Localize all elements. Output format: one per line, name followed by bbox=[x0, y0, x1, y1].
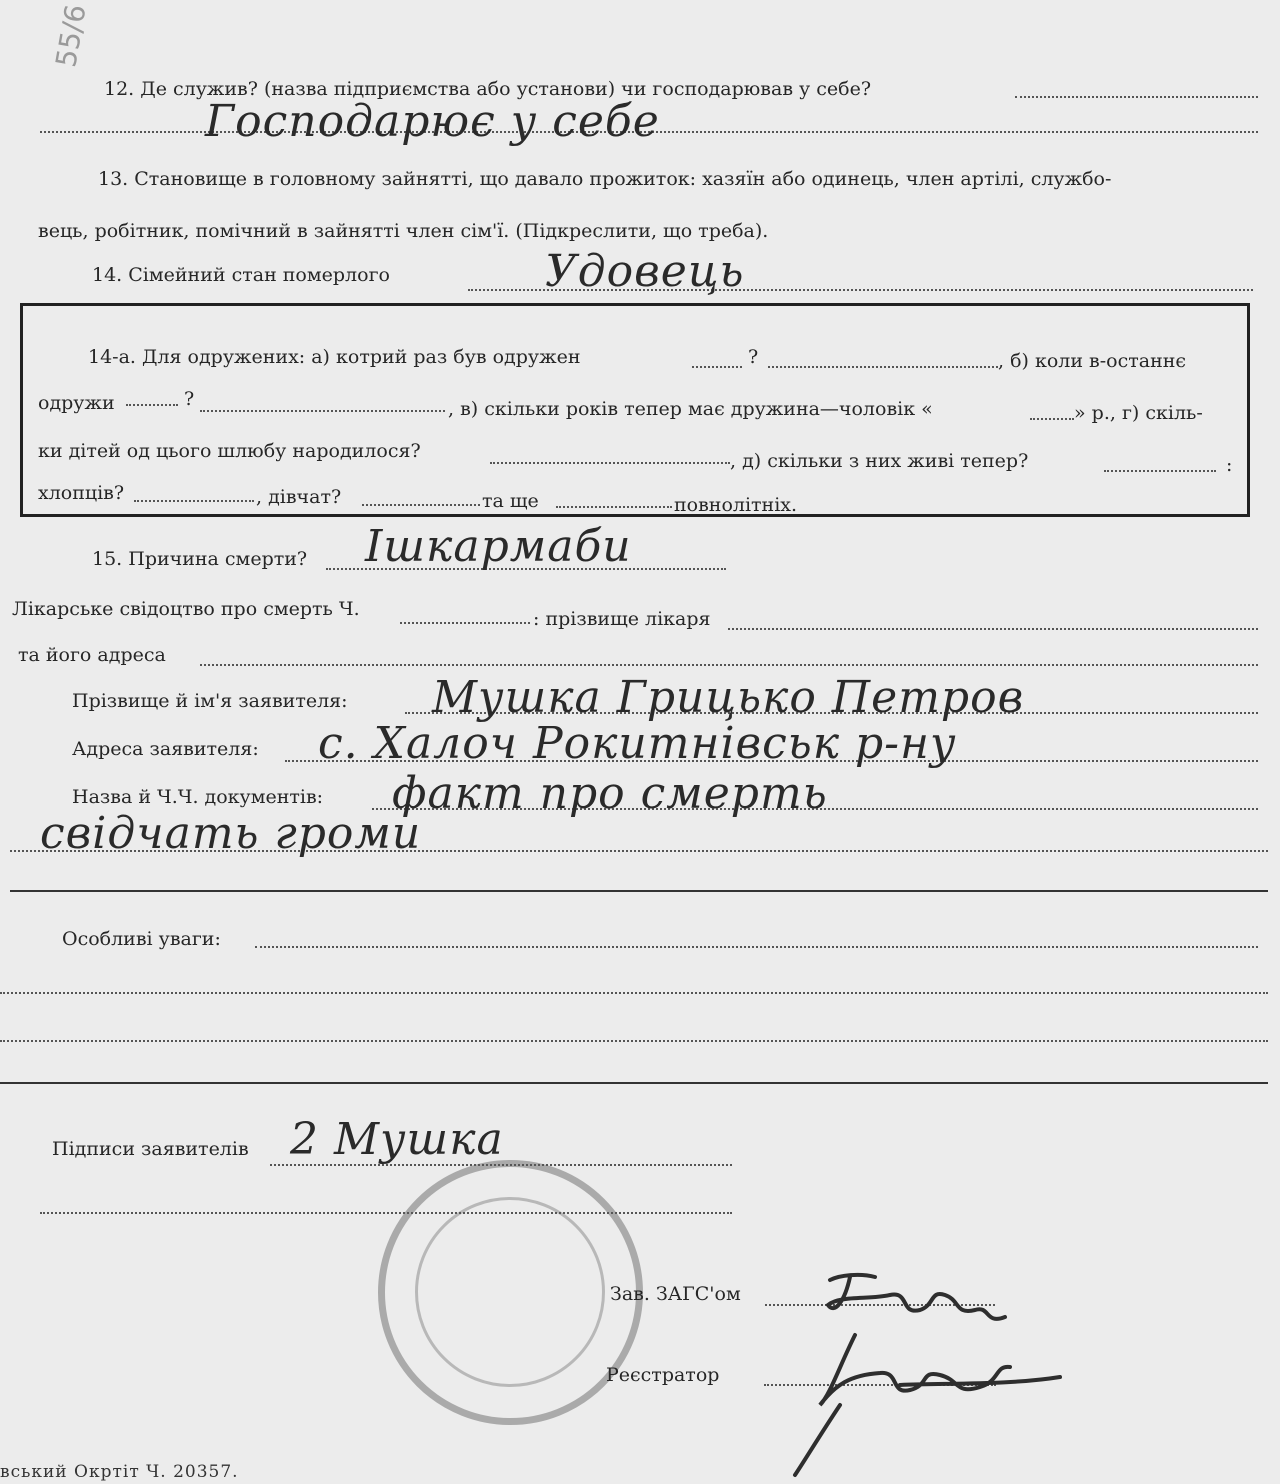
q14a-line4-b: , дівчат? bbox=[256, 486, 342, 508]
remarks-label: Особливі уваги: bbox=[62, 928, 221, 950]
q14a-line2-a: одружи bbox=[38, 392, 115, 414]
q14a-line2-c: , в) скільки років тепер має дружина—чоловік « bbox=[448, 398, 933, 420]
applicant-signature: 2 Мушка bbox=[290, 1114, 504, 1165]
separator-line bbox=[10, 890, 1268, 892]
q14a-fill bbox=[1030, 418, 1074, 420]
q12-answer: Господарює у себе bbox=[205, 96, 660, 147]
q14a-line1-a: 14-а. Для одружених: а) котрий раз був одружен bbox=[88, 346, 581, 368]
doctor-name-label: : прізвище лікаря bbox=[533, 608, 711, 630]
q14a-line4-d: повнолітніх. bbox=[674, 494, 798, 516]
q14a-fill bbox=[362, 504, 480, 506]
q14-answer: Удовець bbox=[545, 246, 745, 297]
official-seal bbox=[378, 1160, 643, 1425]
zags-head-label: Зав. ЗАГС'ом bbox=[610, 1283, 741, 1305]
q14a-fill bbox=[692, 366, 742, 368]
printer-footer: вський Окртіт Ч. 20357. bbox=[0, 1462, 239, 1482]
q14a-fill bbox=[200, 410, 445, 412]
q14-label: 14. Сімейний стан померлого bbox=[92, 264, 390, 286]
doctor-address-fill bbox=[200, 664, 1258, 666]
q14a-line1-c: , б) коли в-останнє bbox=[998, 350, 1187, 372]
doctor-address-label: та його адреса bbox=[18, 644, 166, 666]
doctor-name-fill bbox=[728, 628, 1258, 630]
q15-answer: Ішкармаби bbox=[365, 521, 632, 572]
registrar-label: Реєстратор bbox=[606, 1364, 720, 1386]
q14a-line1-b: ? bbox=[748, 346, 759, 368]
medical-certificate-label: Лікарське свідоцтво про смерть Ч. bbox=[12, 598, 360, 620]
q14a-fill bbox=[490, 462, 730, 464]
q14a-line3-b: , д) скільки з них живі тепер? bbox=[730, 450, 1029, 472]
q14a-fill bbox=[1104, 470, 1216, 472]
handwritten-signatures bbox=[780, 1255, 1080, 1480]
q12-label: 12. Де служив? (назва підприємства або установи) чи господарював у себе? bbox=[104, 78, 872, 100]
applicant-address-label: Адреса заявителя: bbox=[72, 738, 259, 760]
documents-value-line1: факт про смерть bbox=[392, 768, 828, 819]
remarks-fill-2 bbox=[0, 992, 1268, 994]
q13-line1: 13. Становище в головному зайнятті, що давало прожиток: хазяїн або одинець, член артілі, службо- bbox=[98, 168, 1112, 190]
q14a-line4-a: хлопців? bbox=[38, 482, 125, 504]
q14a-line3-a: ки дітей од цього шлюбу народилося? bbox=[38, 440, 421, 462]
q14a-fill bbox=[126, 404, 178, 406]
q14a-fill bbox=[768, 366, 998, 368]
documents-label: Назва й Ч.Ч. документів: bbox=[72, 786, 324, 808]
medical-certificate-fill bbox=[400, 622, 530, 624]
q14a-line2-d: » р., г) скіль- bbox=[1074, 402, 1203, 424]
q14a-fill bbox=[556, 506, 672, 508]
remarks-fill-1 bbox=[255, 946, 1258, 948]
q14a-line4-c: та ще bbox=[482, 490, 539, 512]
q14a-line2-b: ? bbox=[184, 388, 195, 410]
applicant-name-value: Мушка Грицько Петров bbox=[432, 672, 1025, 723]
applicant-signature-fill-2 bbox=[40, 1212, 732, 1214]
pencil-annotation: 55/6 bbox=[49, 2, 93, 70]
q12-fill-line bbox=[1015, 96, 1258, 98]
applicant-address-value: с. Халоч Рокитнівськ р-ну bbox=[318, 718, 957, 769]
remarks-fill-3 bbox=[0, 1040, 1268, 1042]
separator-line-2 bbox=[0, 1082, 1268, 1084]
documents-value-line2: свідчать громи bbox=[40, 808, 422, 859]
applicant-signature-label: Підписи заявителів bbox=[52, 1138, 249, 1160]
q14a-line3-c: : bbox=[1226, 454, 1233, 476]
applicant-name-label: Прізвище й ім'я заявителя: bbox=[72, 690, 348, 712]
q13-line2: вець, робітник, помічний в зайнятті член сім'ї. (Підкреслити, що треба). bbox=[38, 220, 769, 242]
q15-label: 15. Причина смерти? bbox=[92, 548, 308, 570]
q14a-fill bbox=[134, 500, 254, 502]
